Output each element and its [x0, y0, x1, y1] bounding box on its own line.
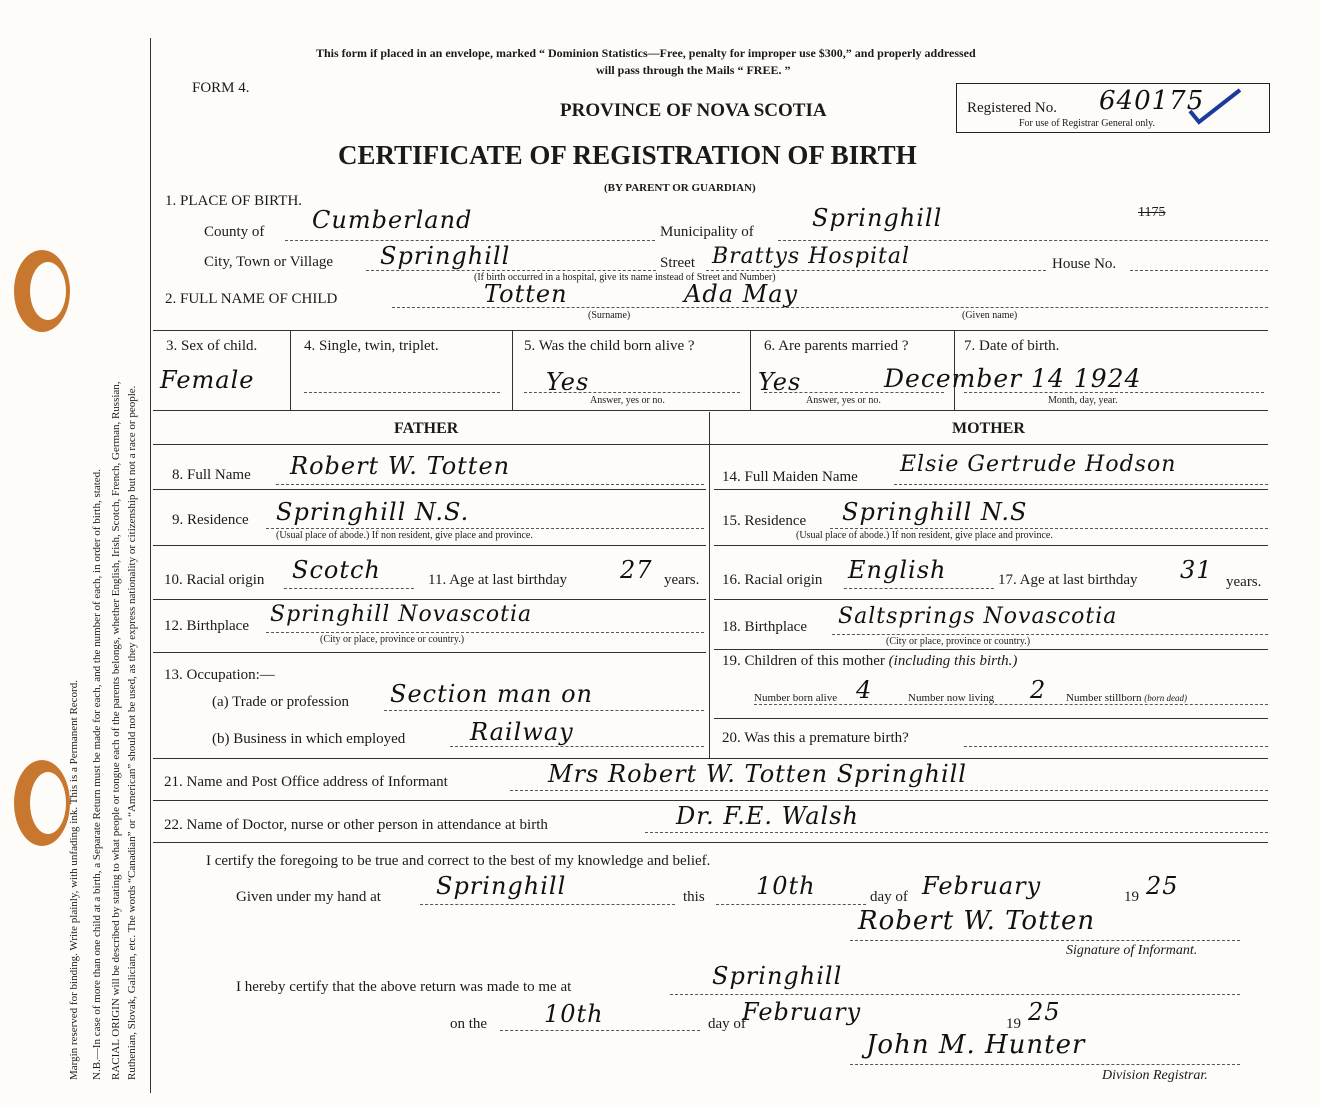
municipality-value: Springhill: [812, 204, 943, 232]
parents-heading-rule: [153, 444, 1268, 445]
premature-line: [964, 746, 1268, 747]
registrar-statement: I hereby certify that the above return was made to me at: [236, 979, 572, 995]
street-value: Brattys Hospital: [712, 244, 911, 269]
date-caption: Month, day, year.: [1048, 395, 1118, 406]
province-heading: PROVINCE OF NOVA SCOTIA: [560, 100, 827, 121]
cert-day-line: [716, 904, 866, 905]
informant-value: Mrs Robert W. Totten Springhill: [548, 760, 967, 788]
business-value: Railway: [470, 718, 574, 746]
margin-note-line3: RACIAL ORIGIN will be described by stating to what people or tongue each of the parents belongs, whether English, Irish, Scotch, French, German, Russian,: [110, 381, 122, 1080]
postal-notice-line1: This form if placed in an envelope, marked “ Dominion Statistics—Free, penalty for improper use $300,” and properly addressed: [316, 46, 976, 60]
mother-racial-line: [844, 588, 994, 589]
mother-racial-label: 16. Racial origin: [722, 572, 823, 588]
sex-value: Female: [160, 366, 255, 394]
mother-age-value: 31: [1180, 556, 1213, 584]
stillborn-label-text: Number stillborn: [1066, 692, 1142, 704]
checkmark-icon: [1185, 86, 1245, 126]
page-subtitle: (BY PARENT OR GUARDIAN): [604, 182, 756, 194]
mother-rule-5: [714, 718, 1268, 719]
informant-signature-line: [850, 940, 1240, 941]
sex-label: 3. Sex of child.: [166, 338, 258, 354]
child-name-label: 2. FULL NAME OF CHILD: [165, 291, 338, 307]
father-rule-1: [153, 489, 706, 490]
trade-value: Section man on: [390, 680, 593, 708]
alive-label: 5. Was the child born alive ?: [524, 338, 695, 354]
business-line: [450, 746, 704, 747]
cert-day-value: 10th: [756, 872, 816, 900]
father-name-label: 8. Full Name: [172, 467, 251, 483]
row3-bottom-rule: [153, 410, 1268, 411]
cert-day-of-label: day of: [870, 889, 908, 905]
doctor-value: Dr. F.E. Walsh: [676, 802, 859, 830]
children-label: [722, 653, 1017, 670]
city-line: [366, 270, 656, 271]
alive-caption: Answer, yes or no.: [590, 395, 665, 406]
registrar-place-line: [670, 994, 1240, 995]
now-living-label: Number now living: [908, 692, 995, 704]
registrar-day-line: [500, 1030, 700, 1031]
children-label-italic: (including this birth.): [888, 653, 1018, 669]
registered-box: [956, 83, 1270, 133]
mother-birthplace-label: 18. Birthplace: [722, 619, 807, 635]
date-line: [964, 392, 1264, 393]
parents-bottom-rule: [153, 758, 1268, 759]
informant-rule: [153, 800, 1268, 801]
father-rule-3: [153, 599, 706, 600]
doctor-rule: [153, 842, 1268, 843]
registrar-place: Springhill: [712, 962, 843, 990]
mother-age-label: 17. Age at last birthday: [998, 572, 1138, 588]
father-racial-value: Scotch: [292, 556, 381, 584]
child-name-line: [392, 307, 1268, 308]
father-years: years.: [664, 572, 700, 588]
mother-residence-line: [830, 528, 1268, 529]
occupation-label: 13. Occupation:—: [164, 667, 275, 683]
father-rule-4: [153, 652, 706, 653]
cert-year-prefix: 19: [1124, 889, 1139, 905]
city-label: City, Town or Village: [204, 254, 334, 270]
cert-year-suffix: 25: [1146, 872, 1179, 900]
punch-hole-bottom-inner: [30, 772, 66, 834]
given-place: Springhill: [436, 872, 567, 900]
mother-racial-value: English: [848, 556, 947, 584]
mother-birthplace-caption: (City or place, province or country.): [886, 636, 1031, 647]
surname-caption: (Surname): [588, 310, 631, 321]
stillborn-label-italic: (born dead): [1144, 693, 1187, 703]
father-heading: FATHER: [394, 420, 459, 437]
registrar-signature-line: [850, 1064, 1240, 1065]
born-alive-label: Number born alive: [754, 692, 838, 704]
father-name-line: [276, 484, 704, 485]
row3-divider-1: [290, 330, 291, 410]
father-birthplace-value: Springhill Novascotia: [270, 602, 533, 627]
father-rule-2: [153, 545, 706, 546]
given-caption: (Given name): [962, 310, 1018, 321]
informant-signature: Robert W. Totten: [858, 906, 1096, 936]
form-number: FORM 4.: [192, 80, 250, 96]
doctor-line: [645, 832, 1268, 833]
mother-birthplace-value: Saltsprings Novascotia: [838, 604, 1118, 629]
informant-line: [510, 790, 1268, 791]
this-label: this: [683, 889, 705, 905]
premature-label: 20. Was this a premature birth?: [722, 730, 909, 746]
children-line: [754, 704, 1268, 705]
single-line: [304, 392, 500, 393]
registrar-year-suffix: 25: [1028, 998, 1061, 1026]
left-border: [150, 38, 151, 1093]
registrar-on-the-label: on the: [450, 1016, 488, 1032]
house-line: [1130, 270, 1268, 271]
corner-mark: 1175: [1138, 205, 1166, 220]
municipality-label: Municipality of: [660, 224, 754, 240]
street-label: Street: [660, 255, 695, 271]
child-surname: Totten: [484, 280, 568, 308]
registrar-signature: John M. Hunter: [866, 1030, 1086, 1060]
married-caption: Answer, yes or no.: [806, 395, 881, 406]
mother-rule-3: [714, 599, 1268, 600]
house-label: House No.: [1052, 256, 1117, 272]
father-name-value: Robert W. Totten: [290, 452, 511, 480]
mother-name-label: 14. Full Maiden Name: [722, 469, 858, 485]
registrar-day-of-label: day of: [708, 1016, 746, 1032]
page-title: CERTIFICATE OF REGISTRATION OF BIRTH: [338, 140, 917, 170]
registered-number: 640175: [1099, 86, 1205, 116]
mother-name-value: Elsie Gertrude Hodson: [900, 452, 1177, 477]
county-value: Cumberland: [312, 206, 473, 234]
mother-heading: MOTHER: [952, 420, 1025, 437]
trade-label: (a) Trade or profession: [212, 694, 350, 710]
single-label: 4. Single, twin, triplet.: [304, 338, 439, 354]
county-line: [285, 240, 655, 241]
margin-note-line2: N.B.—In case of more than one child at a birth, a Separate Return must be made for each, and the number of each, in order of birth, stated.: [91, 469, 103, 1080]
city-value: Springhill: [380, 242, 511, 270]
hospital-note: (If birth occurred in a hospital, give its name instead of Street and Number): [474, 272, 776, 283]
now-living-value: 2: [1030, 676, 1047, 704]
date-label: 7. Date of birth.: [964, 338, 1060, 354]
street-line: [706, 270, 1046, 271]
registrar-day-value: 10th: [544, 1000, 604, 1028]
registrar-note: For use of Registrar General only.: [1019, 118, 1155, 129]
margin-note-line4: Ruthenian, Slovak, Galician, etc. The words “Canadian” or “American” should not be used, as they express nationality or citizenship but not a race or people.: [126, 385, 138, 1080]
father-birthplace-caption: (City or place, province or country.): [320, 634, 465, 645]
trade-line: [384, 710, 704, 711]
county-label: County of: [204, 224, 265, 240]
mother-residence-caption: (Usual place of abode.) If non resident, give place and province.: [796, 530, 1053, 541]
given-place-line: [420, 904, 675, 905]
business-label: (b) Business in which employed: [212, 731, 406, 747]
doctor-label: 22. Name of Doctor, nurse or other person in attendance at birth: [164, 817, 548, 833]
mother-rule-4: [714, 649, 1268, 650]
mother-birthplace-line: [832, 634, 1268, 635]
married-label: 6. Are parents married ?: [764, 338, 909, 354]
cert-month-value: February: [922, 872, 1042, 900]
given-label: Given under my hand at: [236, 889, 381, 905]
registrar-caption: Division Registrar.: [1102, 1068, 1208, 1083]
row3-top-rule: [153, 330, 1268, 331]
father-residence-label: 9. Residence: [172, 512, 249, 528]
alive-line: [524, 392, 740, 393]
municipality-line: [778, 240, 1268, 241]
informant-label: 21. Name and Post Office address of Informant: [164, 774, 448, 790]
registrar-month-value: February: [742, 998, 862, 1026]
father-birthplace-line: [266, 632, 704, 633]
margin-note-line1: Margin reserved for binding. Write plainly, with unfading ink. This is a Permanent Record.: [68, 680, 80, 1080]
registrar-year-prefix: 19: [1006, 1016, 1021, 1032]
mother-rule-2: [714, 545, 1268, 546]
row3-divider-3: [750, 330, 751, 410]
father-age-value: 27: [620, 556, 653, 584]
mother-years: years.: [1226, 574, 1262, 590]
child-given-name: Ada May: [684, 280, 799, 308]
informant-signature-caption: Signature of Informant.: [1066, 943, 1198, 958]
date-value: December 14 1924: [884, 364, 1142, 393]
punch-hole-top-inner: [30, 262, 66, 320]
stillborn-label: [1066, 692, 1187, 704]
married-value: Yes: [758, 368, 802, 396]
born-alive-value: 4: [856, 676, 873, 704]
place-of-birth-heading: 1. PLACE OF BIRTH.: [165, 193, 303, 209]
father-racial-label: 10. Racial origin: [164, 572, 265, 588]
father-birthplace-label: 12. Birthplace: [164, 618, 249, 634]
parents-divider: [709, 412, 710, 758]
mother-residence-label: 15. Residence: [722, 513, 807, 529]
father-residence-caption: (Usual place of abode.) If non resident, give place and province.: [276, 530, 533, 541]
children-label-text: 19. Children of this mother: [722, 653, 885, 669]
registered-label: Registered No.: [967, 100, 1057, 116]
father-racial-line: [284, 588, 414, 589]
alive-value: Yes: [546, 368, 590, 396]
mother-rule-1: [714, 489, 1268, 490]
father-residence-value: Springhill N.S.: [276, 498, 470, 526]
certification-statement: I certify the foregoing to be true and correct to the best of my knowledge and belief.: [206, 853, 711, 869]
father-residence-line: [266, 528, 704, 529]
postal-notice-line2: will pass through the Mails “ FREE. ”: [596, 63, 791, 77]
row3-divider-2: [512, 330, 513, 410]
mother-residence-value: Springhill N.S: [842, 498, 1028, 526]
father-age-label: 11. Age at last birthday: [428, 572, 567, 588]
mother-name-line: [894, 484, 1268, 485]
